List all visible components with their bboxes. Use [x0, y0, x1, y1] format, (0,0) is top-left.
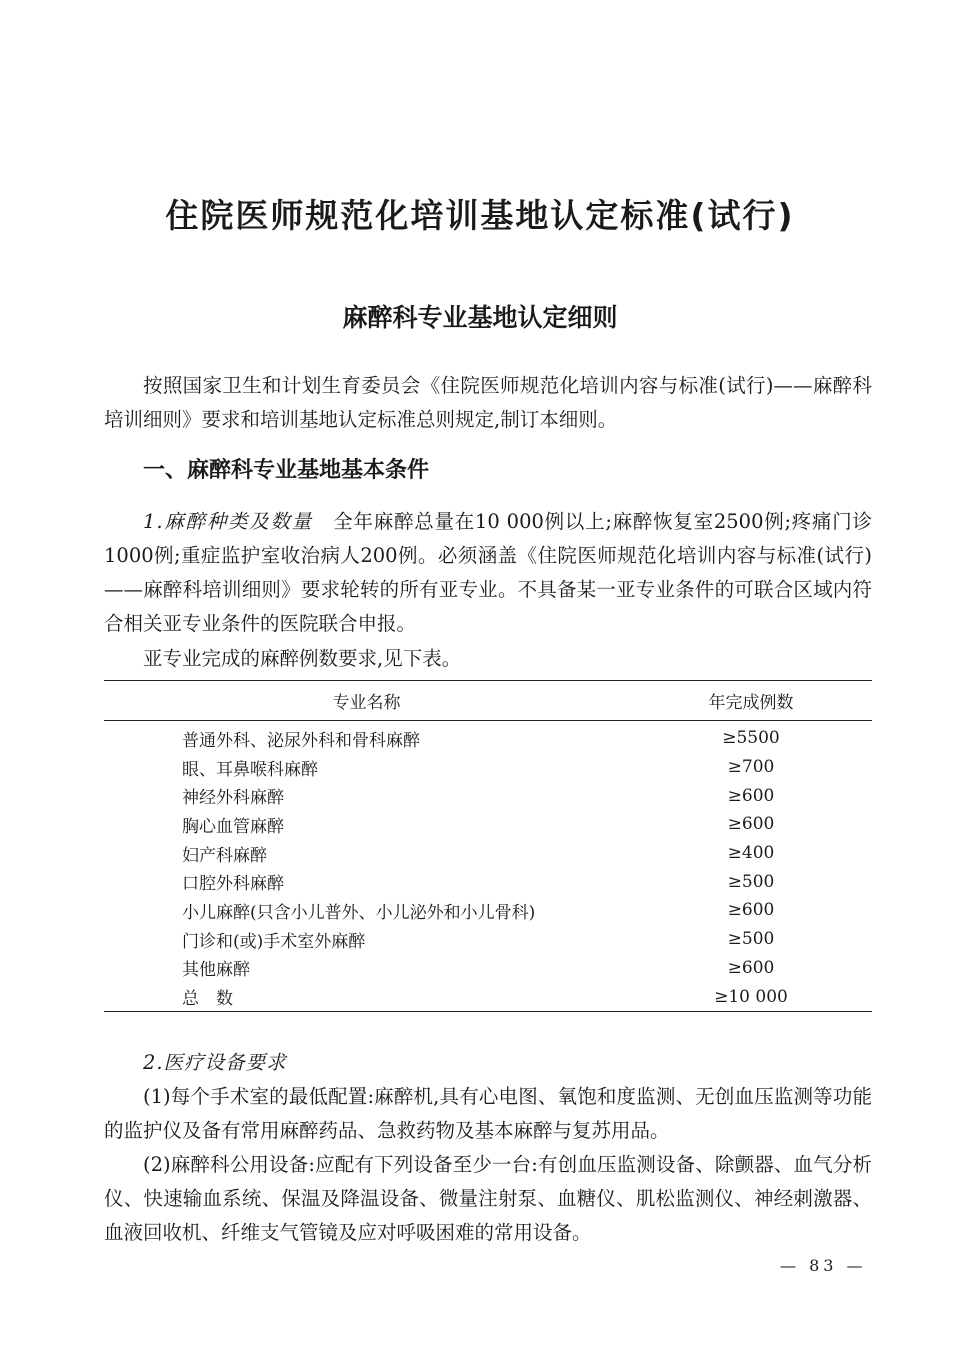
annual-count: ≥500 [727, 871, 775, 892]
table-row [104, 925, 872, 954]
item1-label: 1.麻醉种类及数量 [143, 510, 314, 533]
annual-count: ≥600 [727, 814, 775, 835]
annual-count: ≥5500 [722, 728, 780, 749]
total-count: ≥10 000 [714, 986, 788, 1007]
annual-count: ≥600 [727, 785, 775, 806]
specialty-name: 门诊和(或)手术室外麻醉 [182, 931, 366, 952]
sub-title: 麻醉科专业基地认定细则 [342, 303, 618, 332]
section-heading: 一、麻醉科专业基地基本条件 [143, 457, 430, 483]
annual-count: ≥600 [727, 900, 775, 921]
table-row [104, 839, 872, 868]
requirements-table [104, 680, 872, 1012]
annual-count: ≥500 [727, 929, 775, 950]
table-row [104, 721, 872, 753]
annual-count: ≥700 [727, 757, 775, 778]
annual-count: ≥600 [727, 957, 775, 978]
item1-text: 全年麻醉总量在10 000例以上;麻醉恢复室2500例;疼痛门诊1000例;重症监护室收治病人200例。必须涵盖《住院医师规范化培训内容与标准(试行)——麻醉科培训细则》要求轮转的所有亚专业。不具备某一亚专业条件的可联合区域内符合相关亚专业条件的医院联合申报。 [104, 510, 872, 635]
table-row [104, 867, 872, 896]
specialty-name: 小儿麻醉(只含小儿普外、小儿泌外和小儿骨科) [182, 902, 536, 923]
table-header-row [104, 681, 872, 721]
total-label: 总 数 [182, 989, 233, 1010]
header-annual-count: 年完成例数 [630, 681, 872, 721]
specialty-name: 口腔外科麻醉 [182, 874, 284, 895]
page-number: — 83 — [780, 1256, 867, 1275]
item2-paragraph-1: (1)每个手术室的最低配置:麻醉机,具有心电图、氧饱和度监测、无创血压监测等功能的监护仪及备有常用麻醉药品、急救药物及基本麻醉与复苏用品。 [104, 1085, 873, 1142]
specialty-name: 胸心血管麻醉 [182, 816, 284, 837]
header-specialty: 专业名称 [104, 681, 630, 721]
table-row-total [104, 982, 872, 1011]
intro-paragraph: 按照国家卫生和计划生育委员会《住院医师规范化培训内容与标准(试行)——麻醉科培训细则》要求和培训基地认定标准总则规定,制订本细则。 [104, 374, 872, 431]
table-row [104, 954, 872, 983]
item1-paragraph [104, 505, 872, 641]
item2-label: 2.医疗设备要求 [143, 1051, 287, 1074]
specialty-name: 其他麻醉 [182, 960, 250, 981]
specialty-name: 普通外科、泌尿外科和骨科麻醉 [182, 730, 420, 751]
table-row [104, 896, 872, 925]
table-intro: 亚专业完成的麻醉例数要求,见下表。 [143, 647, 462, 670]
table-row [104, 781, 872, 810]
specialty-name: 妇产科麻醉 [182, 845, 267, 866]
main-title: 住院医师规范化培训基地认定标准(试行) [165, 196, 795, 235]
specialty-name: 神经外科麻醉 [182, 788, 284, 809]
table-row [104, 753, 872, 782]
specialty-name: 眼、耳鼻喉科麻醉 [182, 759, 318, 780]
table-row [104, 810, 872, 839]
annual-count: ≥400 [727, 843, 775, 864]
item2-paragraph-2: (2)麻醉科公用设备:应配有下列设备至少一台:有创血压监测设备、除颤器、血气分析仪、快速输血系统、保温及降温设备、微量注射泵、血糖仪、肌松监测仪、神经刺激器、血液回收机、纤维支气管镜及应对呼吸困难的常用设备。 [104, 1153, 872, 1244]
